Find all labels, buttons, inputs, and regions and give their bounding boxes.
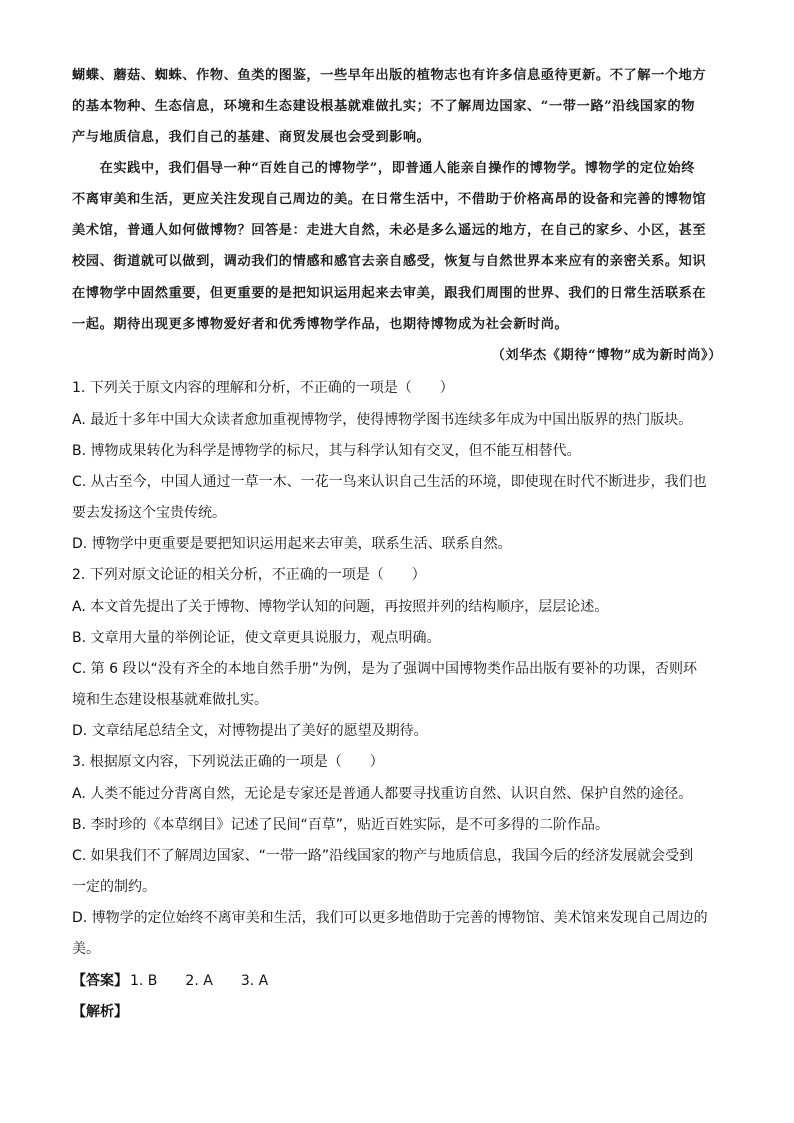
passage-line: 蝴蝶、蘑菇、蜘蛛、作物、鱼类的图鉴，一些早年出版的植物志也有许多信息亟待更新。不了解一个地方 <box>72 68 707 83</box>
question-3-stem: 3. 根据原文内容，下列说法正确的一项是（ ） <box>72 754 384 770</box>
passage-line: 校园、街道就可以做到，调动我们的情感和感官去亲自感受，恢复与自然世界本来应有的亲密关系。知识 <box>72 254 707 269</box>
question-3-option-b: B. 李时珍的《本草纲目》记述了民间“百草”，贴近百姓实际，是不可多得的二阶作品。 <box>72 817 610 833</box>
question-2-stem: 2. 下列对原文论证的相关分析，不正确的一项是（ ） <box>72 567 426 583</box>
question-2-option-b: B. 文章用大量的举例论证，使文章更具说服力，观点明确。 <box>72 630 441 646</box>
passage-line: 美术馆，普通人如何做博物？回答是：走进大自然，未必是多么遥远的地方，在自己的家乡、小区，甚至 <box>72 223 707 238</box>
answer-line <box>72 971 268 991</box>
answer-item: 3. A <box>240 973 269 989</box>
question-1-option-b: B. 博物成果转化为科学是博物学的标尺，其与科学认知有交叉，但不能互相替代。 <box>72 443 581 459</box>
question-3-option-a: A. 人类不能过分背离自然，无论是专家还是普通人都要寻找重访自然、认识自然、保护自然的途径。 <box>72 786 693 802</box>
question-2-option-c: C. 第 6 段以“没有齐全的本地自然手册”为例，是为了强调中国博物类作品出版有要补的功课，否则环 <box>72 661 697 677</box>
passage-line: 一起。期待出现更多博物爱好者和优秀博物学作品，也期待博物成为社会新时尚。 <box>72 317 569 332</box>
passage-line: 在实践中，我们倡导一种“百姓自己的博物学”，即普通人能亲自操作的博物学。博物学的定位始终 <box>72 161 696 176</box>
question-1-option-c-cont: 要去发扬这个宝贵传统。 <box>72 505 226 521</box>
answer-tag: 【答案】 <box>72 973 128 989</box>
answer-item: 2. A <box>185 973 213 989</box>
passage-line: 在博物学中固然重要，但更重要的是把知识运用起来去审美，跟我们周围的世界、我们的日常生活联系在 <box>72 286 707 301</box>
question-2-option-a: A. 本文首先提出了关于博物、博物学认知的问题，再按照并列的结构顺序，层层论述。 <box>72 599 609 615</box>
passage-line: 的基本物种、生态信息，环境和生态建设根基就难做扎实；不了解周边国家、“一带一路”沿线国家的物 <box>72 99 696 114</box>
passage-source: （刘华杰《期待“博物”成为新时尚》） <box>491 348 722 363</box>
question-1-option-d: D. 博物学中更重要是要把知识运用起来去审美，联系生活、联系自然。 <box>72 536 512 552</box>
question-3-option-d-cont: 美。 <box>72 941 100 957</box>
question-3-option-c-cont: 一定的制约。 <box>72 879 156 895</box>
question-2-option-d: D. 文章结尾总结全文，对博物提出了美好的愿望及期待。 <box>72 723 428 739</box>
question-3-option-c: C. 如果我们不了解周边国家、“一带一路”沿线国家的物产与地质信息，我国今后的经济发展就会受到 <box>72 848 694 864</box>
question-1-option-c: C. 从古至今，中国人通过一草一木、一花一鸟来认识自己生活的环境，即使现在时代不断进步，我们也 <box>72 474 707 490</box>
analysis-line <box>72 1002 128 1022</box>
analysis-tag: 【解析】 <box>72 1004 128 1020</box>
passage-line: 不离审美和生活，更应关注发现自己周边的美。在日常生活中，不借助于价格高昂的设备和完善的博物馆 <box>72 192 707 207</box>
question-2-option-c-cont: 境和生态建设根基就难做扎实。 <box>72 692 268 708</box>
question-1-stem: 1. 下列关于原文内容的理解和分析，不正确的一项是（ ） <box>72 380 454 396</box>
passage-line: 产与地质信息，我们自己的基建、商贸发展也会受到影响。 <box>72 130 431 145</box>
question-1-option-a: A. 最近十多年中国大众读者愈加重视博物学，使得博物学图书连续多年成为中国出版界的热门版块。 <box>72 412 693 428</box>
question-3-option-d: D. 博物学的定位始终不离审美和生活，我们可以更多地借助于完善的博物馆、美术馆来发现自己周边的 <box>72 910 708 926</box>
answer-item: 1. B <box>130 973 158 989</box>
